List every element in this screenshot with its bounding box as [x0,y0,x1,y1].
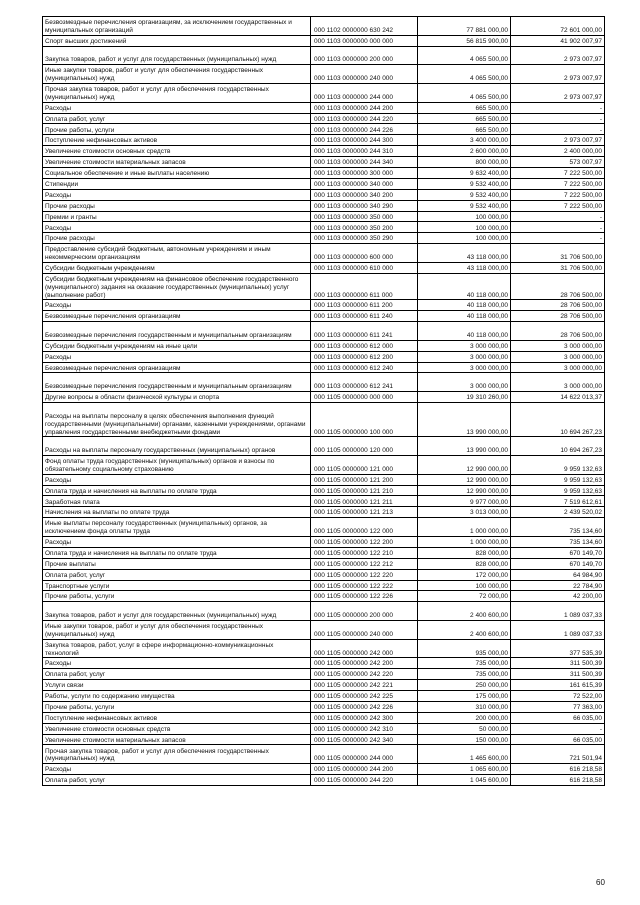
row-code-cell: 000 1105 0000000 121 213 [311,507,418,518]
row-name-cell: Расходы [43,189,311,200]
row-code-cell: 000 1105 0000000 244 200 [311,764,418,775]
row-name-cell: Увеличение стоимости материальных запасов [43,734,311,745]
row-plan-cell: 50 000,00 [418,723,511,734]
row-name-cell: Безвозмездные перечисления государственным и муниципальным организациям [43,373,311,392]
row-fact-cell: - [511,102,605,113]
budget-table-container [42,16,604,786]
row-plan-cell: 4 065 500,00 [418,65,511,84]
table-row [43,351,605,362]
row-plan-cell: 100 000,00 [418,222,511,233]
row-name-cell: Прочие работы, услуги [43,591,311,602]
row-name-cell: Фонд оплаты труда государственных (муниципальных) органов и взносы по обязательному социальному страхованию [43,456,311,475]
row-plan-cell: 40 118 000,00 [418,311,511,322]
row-plan-cell: 3 000 000,00 [418,340,511,351]
table-row [43,764,605,775]
row-fact-cell: 9 959 132,63 [511,485,605,496]
row-plan-cell: 100 000,00 [418,233,511,244]
row-plan-cell: 13 990 000,00 [418,437,511,456]
row-code-cell: 000 1105 0000000 122 000 [311,518,418,537]
row-plan-cell: 2 400 600,00 [418,620,511,639]
table-row [43,300,605,311]
row-code-cell: 000 1105 0000000 242 340 [311,734,418,745]
row-fact-cell: 7 519 612,61 [511,496,605,507]
row-plan-cell: 4 065 500,00 [418,83,511,102]
row-code-cell: 000 1103 0000000 611 000 [311,273,418,300]
row-fact-cell: 3 000 000,00 [511,351,605,362]
row-fact-cell: 311 500,39 [511,658,605,669]
table-row [43,437,605,456]
table-row [43,403,605,437]
row-fact-cell: 31 706 500,00 [511,244,605,263]
row-fact-cell: 7 222 500,00 [511,200,605,211]
row-code-cell: 000 1103 0000000 350 290 [311,233,418,244]
row-name-cell: Закупка товаров, работ и услуг для государственных (муниципальных) нужд [43,602,311,621]
row-code-cell: 000 1103 0000000 612 200 [311,351,418,362]
row-plan-cell: 9 532 400,00 [418,178,511,189]
table-row [43,373,605,392]
table-row [43,485,605,496]
row-plan-cell: 665 500,00 [418,102,511,113]
table-row [43,17,605,36]
table-row [43,211,605,222]
row-plan-cell: 1 000 000,00 [418,518,511,537]
row-code-cell: 000 1105 0000000 122 212 [311,558,418,569]
row-code-cell: 000 1103 0000000 350 000 [311,211,418,222]
row-name-cell: Поступление нефинансовых активов [43,712,311,723]
table-row [43,157,605,168]
row-code-cell: 000 1103 0000000 244 310 [311,146,418,157]
row-fact-cell: 161 615,39 [511,680,605,691]
row-fact-cell: 41 902 007,97 [511,35,605,46]
row-fact-cell: 616 218,58 [511,775,605,786]
row-name-cell: Субсидии бюджетным учреждениям на иные цели [43,340,311,351]
row-plan-cell: 665 500,00 [418,124,511,135]
row-plan-cell: 40 118 000,00 [418,300,511,311]
row-code-cell: 000 1103 0000000 611 241 [311,322,418,341]
row-plan-cell: 9 977 000,00 [418,496,511,507]
row-fact-cell: 3 000 000,00 [511,340,605,351]
row-fact-cell: 2 439 520,02 [511,507,605,518]
table-row [43,113,605,124]
row-plan-cell: 150 000,00 [418,734,511,745]
row-plan-cell: 12 990 000,00 [418,485,511,496]
row-fact-cell: 28 706 500,00 [511,273,605,300]
table-row [43,580,605,591]
table-row [43,669,605,680]
row-code-cell: 000 1105 0000000 121 211 [311,496,418,507]
row-fact-cell: 2 973 007,97 [511,135,605,146]
row-name-cell: Прочая закупка товаров, работ и услуг для обеспечения государственных (муниципальных) нужд [43,83,311,102]
row-plan-cell: 2 400 600,00 [418,602,511,621]
table-row [43,83,605,102]
row-fact-cell: 670 149,70 [511,558,605,569]
table-row [43,536,605,547]
table-row [43,135,605,146]
row-name-cell: Спорт высших достижений [43,35,311,46]
row-fact-cell: 735 134,60 [511,536,605,547]
row-code-cell: 000 1103 0000000 611 240 [311,311,418,322]
row-fact-cell: 64 984,90 [511,569,605,580]
row-fact-cell: 7 222 500,00 [511,189,605,200]
row-plan-cell: 935 000,00 [418,639,511,658]
row-plan-cell: 735 000,00 [418,669,511,680]
table-row [43,35,605,46]
row-name-cell: Расходы [43,351,311,362]
row-fact-cell: 7 222 500,00 [511,178,605,189]
row-code-cell: 000 1105 0000000 121 000 [311,456,418,475]
table-row [43,392,605,403]
row-plan-cell: 72 000,00 [418,591,511,602]
row-fact-cell: 670 149,70 [511,547,605,558]
row-code-cell: 000 1105 0000000 121 200 [311,474,418,485]
row-fact-cell: 77 363,00 [511,701,605,712]
row-name-cell: Оплата работ, услуг [43,569,311,580]
row-name-cell: Расходы на выплаты персоналу государственных (муниципальных) органов [43,437,311,456]
row-code-cell: 000 1105 0000000 242 225 [311,691,418,702]
row-plan-cell: 3 000 000,00 [418,373,511,392]
row-plan-cell: 735 000,00 [418,658,511,669]
row-fact-cell: 7 222 500,00 [511,167,605,178]
row-fact-cell: - [511,211,605,222]
row-name-cell: Расходы на выплаты персоналу в целях обеспечения выполнения функций государственными (муниципальными) органами, казенными учреждениями, органами управления государственными внебюджетными фондами [43,403,311,437]
row-code-cell: 000 1103 0000000 612 240 [311,362,418,373]
row-plan-cell: 100 000,00 [418,211,511,222]
row-plan-cell: 3 000 000,00 [418,362,511,373]
row-code-cell: 000 1103 0000000 300 000 [311,167,418,178]
table-row [43,775,605,786]
table-row [43,322,605,341]
row-code-cell: 000 1105 0000000 122 220 [311,569,418,580]
row-code-cell: 000 1105 0000000 242 220 [311,669,418,680]
row-name-cell: Прочая закупка товаров, работ и услуг для обеспечения государственных (муниципальных) нужд [43,745,311,764]
row-name-cell: Другие вопросы в области физической культуры и спорта [43,392,311,403]
row-name-cell: Заработная плата [43,496,311,507]
row-code-cell: 000 1105 0000000 242 000 [311,639,418,658]
row-fact-cell: - [511,723,605,734]
row-code-cell: 000 1105 0000000 200 000 [311,602,418,621]
row-plan-cell: 19 310 260,00 [418,392,511,403]
table-row [43,639,605,658]
row-name-cell: Прочие расходы [43,233,311,244]
row-fact-cell: 2 400 000,00 [511,146,605,157]
row-code-cell: 000 1103 0000000 244 340 [311,157,418,168]
table-row [43,518,605,537]
table-row [43,602,605,621]
row-name-cell: Прочие расходы [43,200,311,211]
row-fact-cell: 1 089 037,33 [511,620,605,639]
row-code-cell: 000 1103 0000000 244 220 [311,113,418,124]
row-code-cell: 000 1105 0000000 122 200 [311,536,418,547]
row-code-cell: 000 1105 0000000 242 300 [311,712,418,723]
row-code-cell: 000 1105 0000000 244 000 [311,745,418,764]
row-name-cell: Расходы [43,474,311,485]
row-plan-cell: 310 000,00 [418,701,511,712]
row-plan-cell: 9 532 400,00 [418,189,511,200]
row-fact-cell: 42 200,00 [511,591,605,602]
row-plan-cell: 9 632 400,00 [418,167,511,178]
table-row [43,691,605,702]
row-plan-cell: 4 065 500,00 [418,46,511,65]
row-plan-cell: 43 118 000,00 [418,262,511,273]
row-plan-cell: 56 815 900,00 [418,35,511,46]
table-row [43,200,605,211]
row-code-cell: 000 1103 0000000 240 000 [311,65,418,84]
row-name-cell: Иные закупки товаров, работ и услуг для обеспечения государственных (муниципальных) нужд [43,65,311,84]
row-code-cell: 000 1105 0000000 242 226 [311,701,418,712]
table-row [43,591,605,602]
table-row [43,734,605,745]
row-fact-cell: 9 959 132,63 [511,474,605,485]
row-plan-cell: 800 000,00 [418,157,511,168]
row-fact-cell: 10 694 267,23 [511,403,605,437]
row-name-cell: Оплата работ, услуг [43,775,311,786]
row-name-cell: Расходы [43,658,311,669]
row-name-cell: Оплата работ, услуг [43,669,311,680]
row-name-cell: Премии и гранты [43,211,311,222]
row-plan-cell: 43 118 000,00 [418,244,511,263]
row-fact-cell: 2 973 007,97 [511,83,605,102]
row-code-cell: 000 1103 0000000 244 300 [311,135,418,146]
row-fact-cell: 72 522,00 [511,691,605,702]
row-fact-cell: 616 218,58 [511,764,605,775]
row-name-cell: Безвозмездные перечисления государственным и муниципальным организациям [43,322,311,341]
row-code-cell: 000 1105 0000000 122 222 [311,580,418,591]
budget-table-body [43,17,605,786]
row-code-cell: 000 1103 0000000 340 000 [311,178,418,189]
row-name-cell: Услуги связи [43,680,311,691]
table-row [43,311,605,322]
table-row [43,723,605,734]
row-plan-cell: 1 045 600,00 [418,775,511,786]
table-row [43,712,605,723]
row-plan-cell: 12 990 000,00 [418,474,511,485]
row-fact-cell: 721 501,94 [511,745,605,764]
row-fact-cell: 14 622 013,37 [511,392,605,403]
row-code-cell: 000 1103 0000000 244 226 [311,124,418,135]
row-name-cell: Безвозмездные перечисления организациям [43,362,311,373]
row-plan-cell: 77 881 000,00 [418,17,511,36]
table-row [43,496,605,507]
row-plan-cell: 2 600 000,00 [418,146,511,157]
row-code-cell: 000 1103 0000000 610 000 [311,262,418,273]
row-name-cell: Расходы [43,300,311,311]
row-code-cell: 000 1105 0000000 242 200 [311,658,418,669]
table-row [43,222,605,233]
table-row [43,507,605,518]
row-fact-cell: 31 706 500,00 [511,262,605,273]
row-code-cell: 000 1105 0000000 242 310 [311,723,418,734]
row-plan-cell: 40 118 000,00 [418,273,511,300]
row-code-cell: 000 1105 0000000 121 210 [311,485,418,496]
row-fact-cell: 735 134,60 [511,518,605,537]
row-fact-cell: 22 784,90 [511,580,605,591]
row-fact-cell: 28 706 500,00 [511,311,605,322]
row-code-cell: 000 1105 0000000 120 000 [311,437,418,456]
row-name-cell: Прочие работы, услуги [43,124,311,135]
row-name-cell: Закупка товаров, работ и услуг для государственных (муниципальных) нужд [43,46,311,65]
row-name-cell: Оплата работ, услуг [43,113,311,124]
row-plan-cell: 828 000,00 [418,547,511,558]
table-row [43,233,605,244]
row-plan-cell: 3 013 000,00 [418,507,511,518]
row-fact-cell: 311 500,39 [511,669,605,680]
row-fact-cell: 28 706 500,00 [511,300,605,311]
row-code-cell: 000 1103 0000000 244 000 [311,83,418,102]
row-code-cell: 000 1103 0000000 340 290 [311,200,418,211]
row-code-cell: 000 1103 0000000 600 000 [311,244,418,263]
row-code-cell: 000 1105 0000000 240 000 [311,620,418,639]
row-plan-cell: 1 065 600,00 [418,764,511,775]
table-row [43,680,605,691]
row-fact-cell: 72 601 000,00 [511,17,605,36]
row-name-cell: Прочие работы, услуги [43,701,311,712]
row-fact-cell: 2 973 007,97 [511,46,605,65]
table-row [43,273,605,300]
row-fact-cell: 2 973 007,97 [511,65,605,84]
row-name-cell: Прочие выплаты [43,558,311,569]
row-name-cell: Оплата труда и начисления на выплаты по оплате труда [43,485,311,496]
row-code-cell: 000 1105 0000000 122 210 [311,547,418,558]
row-fact-cell: 573 007,97 [511,157,605,168]
row-name-cell: Субсидии бюджетным учреждениям [43,262,311,273]
row-name-cell: Субсидии бюджетным учреждениям на финансовое обеспечение государственного (муниципального) задания на оказание государственных (муниципальных) услуг (выполнение работ) [43,273,311,300]
row-name-cell: Оплата труда и начисления на выплаты по оплате труда [43,547,311,558]
row-fact-cell: 1 089 037,33 [511,602,605,621]
table-row [43,569,605,580]
row-plan-cell: 200 000,00 [418,712,511,723]
row-name-cell: Работы, услуги по содержанию имущества [43,691,311,702]
row-name-cell: Безвозмездные перечисления организациям [43,311,311,322]
row-name-cell: Увеличение стоимости основных средств [43,723,311,734]
row-code-cell: 000 1103 0000000 244 200 [311,102,418,113]
row-code-cell: 000 1105 0000000 100 000 [311,403,418,437]
table-row [43,46,605,65]
row-plan-cell: 172 000,00 [418,569,511,580]
row-name-cell: Расходы [43,102,311,113]
table-row [43,167,605,178]
table-row [43,244,605,263]
row-code-cell: 000 1105 0000000 000 000 [311,392,418,403]
row-fact-cell: - [511,233,605,244]
table-row [43,340,605,351]
table-row [43,701,605,712]
row-fact-cell: 66 035,00 [511,712,605,723]
row-code-cell: 000 1103 0000000 200 000 [311,46,418,65]
row-fact-cell: 66 035,00 [511,734,605,745]
row-code-cell: 000 1105 0000000 242 221 [311,680,418,691]
row-plan-cell: 3 000 000,00 [418,351,511,362]
table-row [43,745,605,764]
budget-table [42,16,605,786]
row-name-cell: Иные выплаты персоналу государственных (муниципальных) органов, за исключением фонда оплаты труда [43,518,311,537]
row-name-cell: Иные закупки товаров, работ и услуг для обеспечения государственных (муниципальных) нужд [43,620,311,639]
row-name-cell: Поступление нефинансовых активов [43,135,311,146]
table-row [43,189,605,200]
row-plan-cell: 175 000,00 [418,691,511,702]
table-row [43,102,605,113]
table-row [43,124,605,135]
row-plan-cell: 1 465 600,00 [418,745,511,764]
table-row [43,65,605,84]
row-fact-cell: - [511,222,605,233]
row-name-cell: Стипендии [43,178,311,189]
row-code-cell: 000 1102 0000000 630 242 [311,17,418,36]
row-fact-cell: 9 959 132,63 [511,456,605,475]
row-name-cell: Начисления на выплаты по оплате труда [43,507,311,518]
table-row [43,262,605,273]
row-fact-cell: 10 694 267,23 [511,437,605,456]
row-fact-cell: 3 000 000,00 [511,373,605,392]
row-plan-cell: 40 118 000,00 [418,322,511,341]
row-plan-cell: 9 532 400,00 [418,200,511,211]
row-fact-cell: 3 000 000,00 [511,362,605,373]
row-code-cell: 000 1105 0000000 122 226 [311,591,418,602]
row-plan-cell: 12 990 000,00 [418,456,511,475]
row-plan-cell: 250 000,00 [418,680,511,691]
row-name-cell: Расходы [43,536,311,547]
row-name-cell: Расходы [43,222,311,233]
row-code-cell: 000 1103 0000000 611 200 [311,300,418,311]
row-name-cell: Увеличение стоимости материальных запасов [43,157,311,168]
row-code-cell: 000 1103 0000000 340 200 [311,189,418,200]
table-row [43,558,605,569]
table-row [43,362,605,373]
row-plan-cell: 3 400 000,00 [418,135,511,146]
page-number: 60 [596,878,605,887]
table-row [43,547,605,558]
row-code-cell: 000 1105 0000000 244 220 [311,775,418,786]
row-name-cell: Транспортные услуги [43,580,311,591]
row-plan-cell: 13 990 000,00 [418,403,511,437]
table-row [43,474,605,485]
row-name-cell: Расходы [43,764,311,775]
row-plan-cell: 1 000 000,00 [418,536,511,547]
row-plan-cell: 100 000,00 [418,580,511,591]
table-row [43,620,605,639]
row-fact-cell: 28 706 500,00 [511,322,605,341]
row-name-cell: Закупка товаров, работ, услуг в сфере информационно-коммуникационных технологий [43,639,311,658]
row-code-cell: 000 1103 0000000 612 241 [311,373,418,392]
row-plan-cell: 665 500,00 [418,113,511,124]
row-fact-cell: - [511,124,605,135]
row-name-cell: Предоставление субсидий бюджетным, автономным учреждениям и иным некоммерческим организациям [43,244,311,263]
row-fact-cell: 377 535,39 [511,639,605,658]
row-code-cell: 000 1103 0000000 612 000 [311,340,418,351]
row-name-cell: Социальное обеспечение и иные выплаты населению [43,167,311,178]
row-plan-cell: 828 000,00 [418,558,511,569]
row-fact-cell: - [511,113,605,124]
row-code-cell: 000 1103 0000000 350 200 [311,222,418,233]
table-row [43,146,605,157]
table-row [43,178,605,189]
table-row [43,456,605,475]
row-code-cell: 000 1103 0000000 000 000 [311,35,418,46]
table-row [43,658,605,669]
row-name-cell: Безвозмездные перечисления организациям, за исключением государственных и муниципальных организаций [43,17,311,36]
row-name-cell: Увеличение стоимости основных средств [43,146,311,157]
